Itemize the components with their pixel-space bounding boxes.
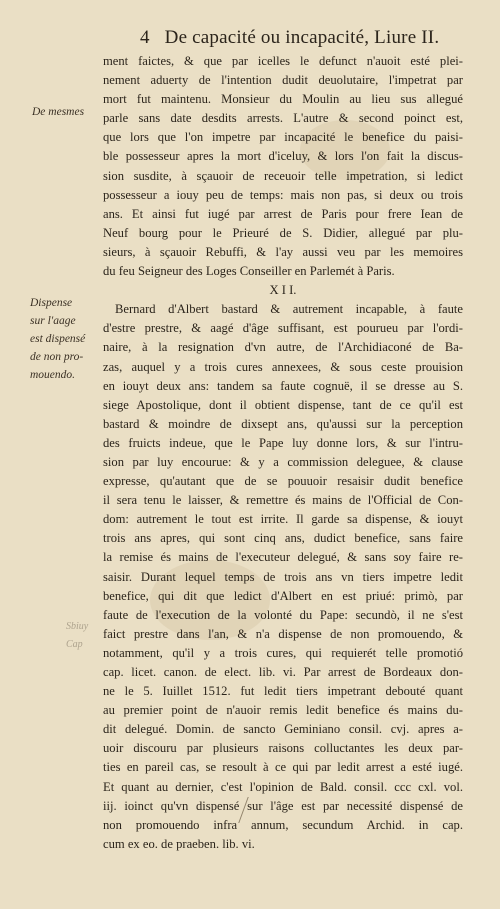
text-line: saisir. Durant lequel temps de trois ans vn tiers impetre ledit [103, 569, 463, 584]
text-line: en iouyt deux ans: tandem sa faute cognuë, il se dresse au S. [103, 378, 463, 393]
text-line: trois ans apres, qui sont cinq ans, dudict benefice, sans faire [103, 531, 463, 546]
section-heading: X I I. [269, 283, 297, 298]
margin-note-line: est dispensé [30, 333, 86, 345]
text-line: sieurs, à sçauoir Rebuffi, & l'ay aussi veu par les memoires [103, 244, 463, 259]
faded-margin-note: Sbiuy Cap [66, 621, 89, 650]
text-line: au premier point de n'auoir remis ledit benefice és mains du- [103, 703, 463, 718]
margin-note-dispense [30, 294, 100, 384]
text-line: il sera tenu le laisser, & remettre és mains de l'Official de Con- [103, 493, 463, 508]
text-line: dom: autrement le tout est irrite. Il garde sa dispense, & iouyt [103, 512, 463, 527]
text-line: la remise és mains de l'executeur delegué, & sans soy faire re- [103, 550, 463, 565]
text-line: ne le 5. Iuillet 1512. fut ledit tiers impetrant debouté quant [103, 684, 463, 699]
text-line: Bernard d'Albert bastard & autrement incapable, à faute [115, 302, 463, 317]
margin-note-line: Dispense [30, 297, 73, 309]
text-line: bastard & moindre de dixsept ans, qu'aussi sur la perception [103, 416, 463, 431]
text-line: naire, à la resignation d'vn autre, de l'Archidiaconé de Ba- [103, 340, 463, 355]
text-line: parle sans date desdits arrests. L'autre & second poinct est, [103, 111, 463, 126]
text-line: du feu Seigneur des Loges Conseiller en Parlemét à Paris. [103, 264, 395, 279]
text-line: ans. Et ainsi fut iugé par arrest de Paris pour frere Iean de [103, 206, 463, 221]
text-line: cum ex eo. de praeben. lib. vi. [103, 836, 255, 851]
header-title: De capacité ou incapacité, Liure II. [164, 27, 440, 48]
text-line: ment faictes, & que par icelles le defunct n'auoit esté plei- [103, 54, 463, 68]
margin-note-line: mouendo. [30, 369, 76, 381]
text-line: benefice, qui dit que ledict d'Albert en est priué: primò, par [103, 588, 463, 603]
margin-note-line: sur l'aage [30, 315, 76, 327]
margin-note: De mesmes [32, 106, 85, 118]
text-line: iij. ioinct qu'vn dispensé sur l'âge est par necessité dispensé de [103, 798, 463, 813]
text-line: sion par luy encourue: & y a commission deleguee, & clause [103, 454, 463, 469]
text-line: sion susdite, à sçauoir de receuoir telle impetration, si ledict [103, 168, 463, 183]
text-line: faute de l'execution de la volonté du Pape: secundò, il ne s'est [103, 607, 463, 622]
text-line: notamment, qu'il y a trois cures, qui requierét telle promotió [103, 645, 463, 660]
text-line: expresse, qu'autant que de se pouuoir resaisir dudit benefice [103, 474, 463, 489]
text-line: que lors que l'on impetre par incapacité le benefice du paisi- [103, 130, 463, 145]
text-line: dit delegué. Domin. de sancto Geminiano consil. cvj. apres a- [103, 722, 463, 737]
text-line: siege Apostolique, dont il obtient dispense, tant de ce qu'il est [103, 397, 463, 412]
text-line: mort fut maintenu. Monsieur du Moulin au lieu sus allegué [103, 92, 463, 107]
text-line: d'estre prestre, & aagé d'âge suffisant, est pourueu par l'ordi- [103, 321, 463, 336]
text-line: zas, auquel y a trois cures annexees, & sous ceste prouision [103, 359, 463, 374]
text-line: cap. licet. canon. de elect. lib. vi. Par arrest de Bordeaux don- [103, 665, 463, 679]
text-line: nement aduerty de l'intention dudit deuolutaire, l'impetrat par [103, 73, 463, 88]
text-line: Neuf bourg pour le Prieuré de S. Didier, allegué par plu- [103, 225, 463, 240]
text-line: ties en pareil cas, se resoult à ce qui par ledit arrest a esté iugé. [103, 760, 463, 775]
text-line: possesseur a iouy peu de temps: mais non pas, si deux ou trois [103, 187, 463, 202]
text-line: uoir discouru par plusieurs raisons colluctantes les deux par- [103, 741, 463, 756]
text-line: des fruicts indeue, que le Pape luy donne lors, & sur l'intru- [103, 435, 463, 450]
text-line: Et quant au dernier, c'est l'opinion de Bald. consil. ccc cxl. vol. [103, 779, 463, 794]
body-text [103, 52, 463, 854]
text-line: ble possesseur apres la mort d'iceluy, & lors l'on fait la discus- [103, 149, 463, 164]
page-number: 4 [140, 27, 150, 48]
text-line: non promouendo infra annum, secundum Archid. in cap. [103, 817, 463, 832]
margin-note-line: de non pro- [30, 351, 84, 363]
text-line: faict prestre dans l'an, & n'a dispense de non promouendo, & [103, 626, 463, 641]
running-header [140, 27, 470, 49]
